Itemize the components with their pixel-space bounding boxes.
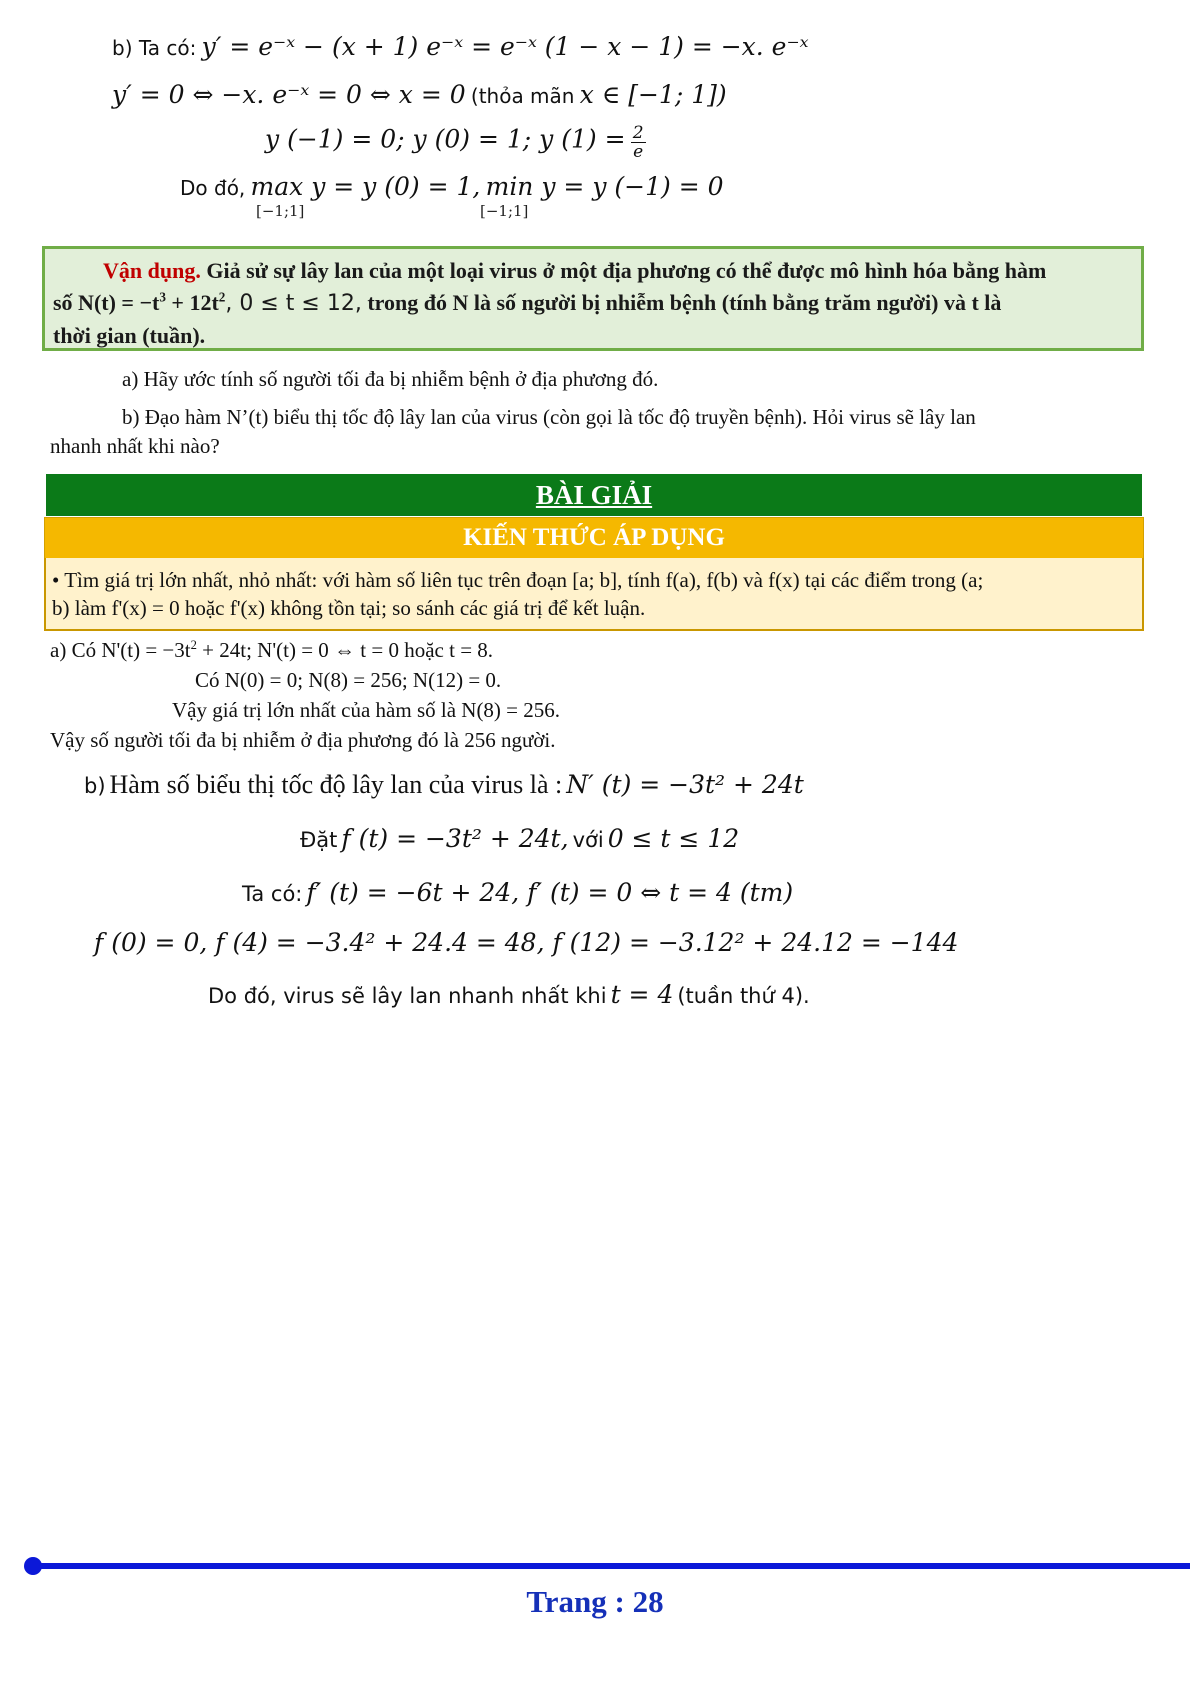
solution-a-exp: 2 — [190, 638, 197, 652]
apply-func-exp2: 2 — [218, 289, 226, 305]
solution-a-line1 — [50, 638, 493, 663]
prev-b-condition-math: x ∈ [−1; 1]) — [579, 80, 727, 109]
question-b-line1: b) Đạo hàm N’(t) biểu thị tốc độ lây lan của virus (còn gọi là tốc độ truyền bệnh). Hỏi virus sẽ lây lan — [122, 405, 976, 429]
application-problem-box — [42, 246, 1144, 351]
solution-b-label: b) — [84, 774, 106, 798]
prev-b-derivative: y′ = e⁻ˣ − (x + 1) e⁻ˣ = e⁻ˣ (1 − x − 1) = −x. e⁻ˣ — [201, 32, 809, 61]
solution-a-derivative: a) Có N'(t) = −3t — [50, 638, 191, 662]
prev-b-max: max y = y (0) = 1, — [250, 172, 481, 201]
prev-b-line1 — [112, 32, 809, 61]
question-a: a) Hãy ước tính số người tối đa bị nhiễm bệnh ở địa phương đó. — [122, 367, 659, 391]
prev-b-conclusion-label: Do đó, — [180, 176, 246, 200]
solution-a-line2: Có N(0) = 0; N(8) = 256; N(12) = 0. — [195, 668, 502, 692]
prev-b-min: min y = y (−1) = 0 — [485, 172, 724, 201]
knowledge-line2: b) làm f'(x) = 0 hoặc f'(x) không tồn tại; so sánh các giá trị để kết luận. — [52, 596, 646, 620]
solution-a-line4: Vậy số người tối đa bị nhiễm ở địa phương đó là 256 người. — [50, 728, 556, 752]
solution-b-have-label: Ta có: — [242, 882, 303, 906]
max-interval: [−1;1] — [256, 202, 305, 220]
prev-b-line4 — [180, 172, 724, 201]
apply-domain: , 0 ≤ t ≤ 12, — [225, 291, 362, 316]
apply-label: Vận dụng. — [103, 258, 201, 283]
fraction-denominator: e — [633, 142, 644, 162]
solution-a-line3: Vậy giá trị lớn nhất của hàm số là N(8) = 256. — [172, 698, 561, 722]
knowledge-box — [44, 558, 1144, 631]
min-interval: [−1;1] — [480, 202, 529, 220]
question-b-line2: nhanh nhất khi nào? — [50, 434, 220, 458]
page-number: Trang : 28 — [526, 1584, 664, 1619]
solution-b-line2 — [300, 824, 739, 853]
footer-rule — [34, 1563, 1190, 1569]
apply-func-exp3: 3 — [159, 289, 166, 305]
apply-text2: trong đó N là số người bị nhiễm bệnh (tính bằng trăm người) và t là — [361, 290, 1002, 315]
prev-b-fraction — [631, 124, 646, 161]
apply-func-part1: số N(t) = −t — [53, 290, 160, 315]
solution-header: BÀI GIẢI — [46, 474, 1142, 516]
apply-line1 — [53, 255, 1133, 287]
solution-b-week: (tuần thứ 4). — [677, 984, 810, 1008]
prev-b-line3 — [265, 124, 646, 161]
prev-b-label: b) Ta có: — [112, 36, 197, 60]
knowledge-header: KIẾN THỨC ÁP DỤNG — [44, 517, 1144, 559]
footer-dot — [24, 1557, 42, 1575]
solution-b-derivative: N′ (t) = −3t² + 24t — [566, 770, 804, 799]
prev-b-equation: y′ = 0 ⇔ −x. e⁻ˣ = 0 ⇔ x = 0 — [112, 80, 466, 109]
prev-b-values: y (−1) = 0; y (0) = 1; y (1) = — [265, 124, 626, 154]
solution-b-line3 — [242, 878, 793, 907]
solution-b-domain: 0 ≤ t ≤ 12 — [607, 824, 740, 853]
solution-a-roots: + 24t; N'(t) = 0 ⇔ t = 0 hoặc t = 8. — [196, 638, 494, 662]
solution-b-values: f (0) = 0, f (4) = −3.4² + 24.4 = 48, f (12) = −3.12² + 24.12 = −144 — [94, 928, 959, 957]
solution-b-with: với — [572, 828, 604, 852]
solution-b-line4 — [94, 928, 958, 957]
solution-b-line5 — [208, 980, 810, 1009]
prev-b-line2 — [112, 80, 727, 109]
solution-b-critical: f′ (t) = −6t + 24, f′ (t) = 0 ⇔ t = 4 (tm) — [306, 878, 794, 907]
apply-func-part2: + 12t — [165, 290, 219, 315]
apply-text1: Giả sử sự lây lan của một loại virus ở một địa phương có thể được mô hình hóa bằng hàm — [200, 258, 1047, 283]
solution-b-intro: Hàm số biểu thị tốc độ lây lan của virus là : — [109, 770, 563, 799]
solution-b-function: f (t) = −3t² + 24t, — [341, 824, 569, 853]
solution-b-conclusion: Do đó, virus sẽ lây lan nhanh nhất khi — [208, 984, 607, 1008]
apply-line2 — [53, 287, 1133, 320]
fraction-numerator: 2 — [632, 123, 644, 143]
prev-b-condition-text: (thỏa mãn — [470, 84, 575, 108]
solution-b-line1 — [84, 770, 804, 800]
solution-b-answer: t = 4 — [610, 980, 674, 1009]
knowledge-line1: • Tìm giá trị lớn nhất, nhỏ nhất: với hàm số liên tục trên đoạn [a; b], tính f(a), f(b) và f(x) tại các điểm trong (a; — [52, 568, 984, 592]
apply-line3: thời gian (tuần). — [53, 323, 206, 348]
solution-b-set-label: Đặt — [300, 828, 338, 852]
